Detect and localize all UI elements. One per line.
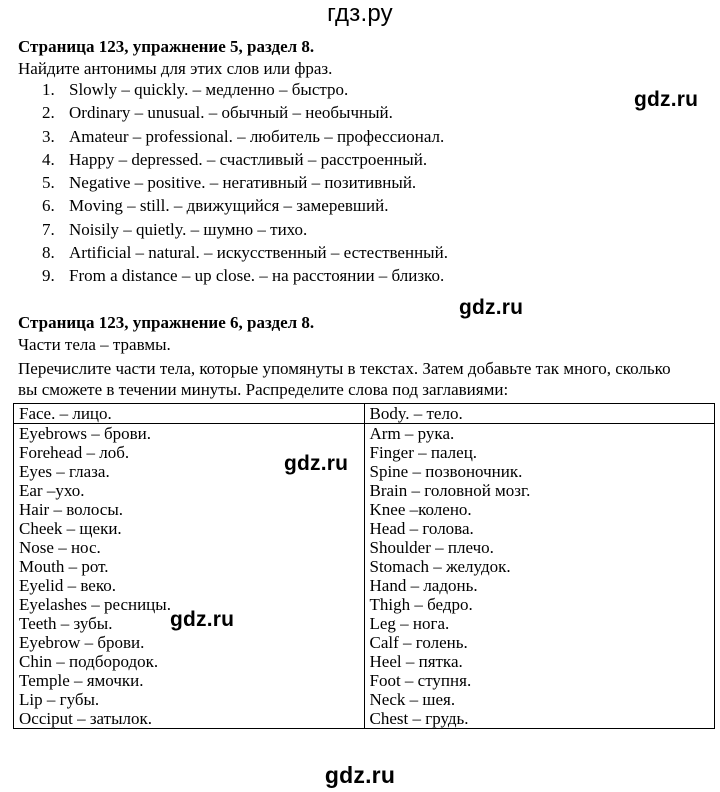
table-row	[14, 462, 715, 481]
body-cell: Head – голова.	[364, 519, 715, 538]
top-watermark: гдз.ру	[327, 0, 393, 27]
watermark: gdz.ru	[284, 452, 349, 475]
table-row	[14, 709, 715, 729]
body-parts-table	[13, 403, 715, 729]
watermark: gdz.ru	[459, 296, 524, 319]
table-row	[14, 538, 715, 557]
body-cell: Heel – пятка.	[364, 652, 715, 671]
list-item-number: 4.	[42, 149, 55, 169]
body-cell: Chest – грудь.	[364, 709, 715, 729]
face-cell: Eyebrows – брови.	[14, 424, 365, 444]
table-row	[14, 443, 715, 462]
body-cell: Stomach – желудок.	[364, 557, 715, 576]
watermark: gdz.ru	[170, 608, 235, 631]
body-cell: Leg – нога.	[364, 614, 715, 633]
section2-instruction-line2: вы сможете в течении минуты. Распределите слова под заглавиями:	[18, 380, 509, 399]
face-cell: Chin – подбородок.	[14, 652, 365, 671]
table-row	[14, 614, 715, 633]
table-row	[14, 500, 715, 519]
table-row	[14, 690, 715, 709]
bottom-watermark: gdz.ru	[324, 762, 396, 788]
body-cell: Shoulder – плечо.	[364, 538, 715, 557]
face-cell: Teeth – зубы.	[14, 614, 365, 633]
face-cell: Ear –ухо.	[14, 481, 365, 500]
table-row	[14, 576, 715, 595]
list-item-text: Moving – still. – движущийся – замеревший.	[69, 196, 389, 216]
table-header-row	[14, 404, 715, 424]
list-item-text: Happy – depressed. – счастливый – расстроенный.	[69, 149, 428, 169]
face-cell: Lip – губы.	[14, 690, 365, 709]
table-row	[14, 424, 715, 444]
table-header-face: Face. – лицо.	[14, 404, 365, 424]
body-cell: Brain – головной мозг.	[364, 481, 715, 500]
list-item-number: 1.	[42, 80, 55, 99]
list-item-number: 3.	[42, 126, 55, 146]
list-item-text: Noisily – quietly. – шумно – тихо.	[69, 219, 308, 239]
watermark: gdz.ru	[634, 88, 699, 111]
table-header-body: Body. – тело.	[364, 404, 715, 424]
face-cell: Forehead – лоб.	[14, 443, 365, 462]
section2-instruction-line1: Перечислите части тела, которые упомянуты в текстах. Затем добавьте так много, сколько	[18, 359, 671, 378]
list-item-number: 6.	[42, 196, 55, 216]
face-cell: Hair – волосы.	[14, 500, 365, 519]
face-cell: Mouth – рот.	[14, 557, 365, 576]
list-item-number: 2.	[42, 103, 55, 123]
face-cell: Eyelashes – ресницы.	[14, 595, 365, 614]
face-cell: Eyes – глаза.	[14, 462, 365, 481]
body-cell: Foot – ступня.	[364, 671, 715, 690]
section2-title: Страница 123, упражнение 6, раздел 8.	[18, 313, 315, 332]
table-row	[14, 595, 715, 614]
list-item-text: Artificial – natural. – искусственный – естественный.	[69, 243, 448, 263]
face-cell: Nose – нос.	[14, 538, 365, 557]
face-cell: Eyebrow – брови.	[14, 633, 365, 652]
table-row	[14, 481, 715, 500]
face-cell: Cheek – щеки.	[14, 519, 365, 538]
body-cell: Spine – позвоночник.	[364, 462, 715, 481]
table-row	[14, 633, 715, 652]
body-cell: Hand – ладонь.	[364, 576, 715, 595]
list-item-number: 7.	[42, 219, 55, 239]
section2-subtitle: Части тела – травмы.	[18, 335, 171, 354]
section1-title: Страница 123, упражнение 5, раздел 8.	[18, 37, 315, 56]
face-cell: Occiput – затылок.	[14, 709, 365, 729]
body-cell: Knee –колено.	[364, 500, 715, 519]
face-cell: Eyelid – веко.	[14, 576, 365, 595]
table-row	[14, 557, 715, 576]
list-item-text: Ordinary – unusual. – обычный – необычный.	[69, 103, 393, 123]
list-item-text: Amateur – professional. – любитель – профессионал.	[69, 126, 445, 146]
body-cell: Neck – шея.	[364, 690, 715, 709]
list-item-text: From a distance – up close. – на расстоянии – близко.	[69, 266, 445, 286]
body-cell: Finger – палец.	[364, 443, 715, 462]
face-cell: Temple – ямочки.	[14, 671, 365, 690]
table-row	[14, 671, 715, 690]
body-cell: Thigh – бедро.	[364, 595, 715, 614]
list-item-number: 8.	[42, 243, 55, 263]
table-row	[14, 652, 715, 671]
list-item-number: 9.	[42, 266, 55, 286]
body-cell: Calf – голень.	[364, 633, 715, 652]
table-row	[14, 519, 715, 538]
list-item-text: Slowly – quickly. – медленно – быстро.	[69, 80, 349, 99]
body-cell: Arm – рука.	[364, 424, 715, 444]
list-item-text: Negative – positive. – негативный – позитивный.	[69, 173, 417, 193]
section1-instruction: Найдите антонимы для этих слов или фраз.	[18, 59, 333, 78]
list-item-number: 5.	[42, 173, 55, 193]
